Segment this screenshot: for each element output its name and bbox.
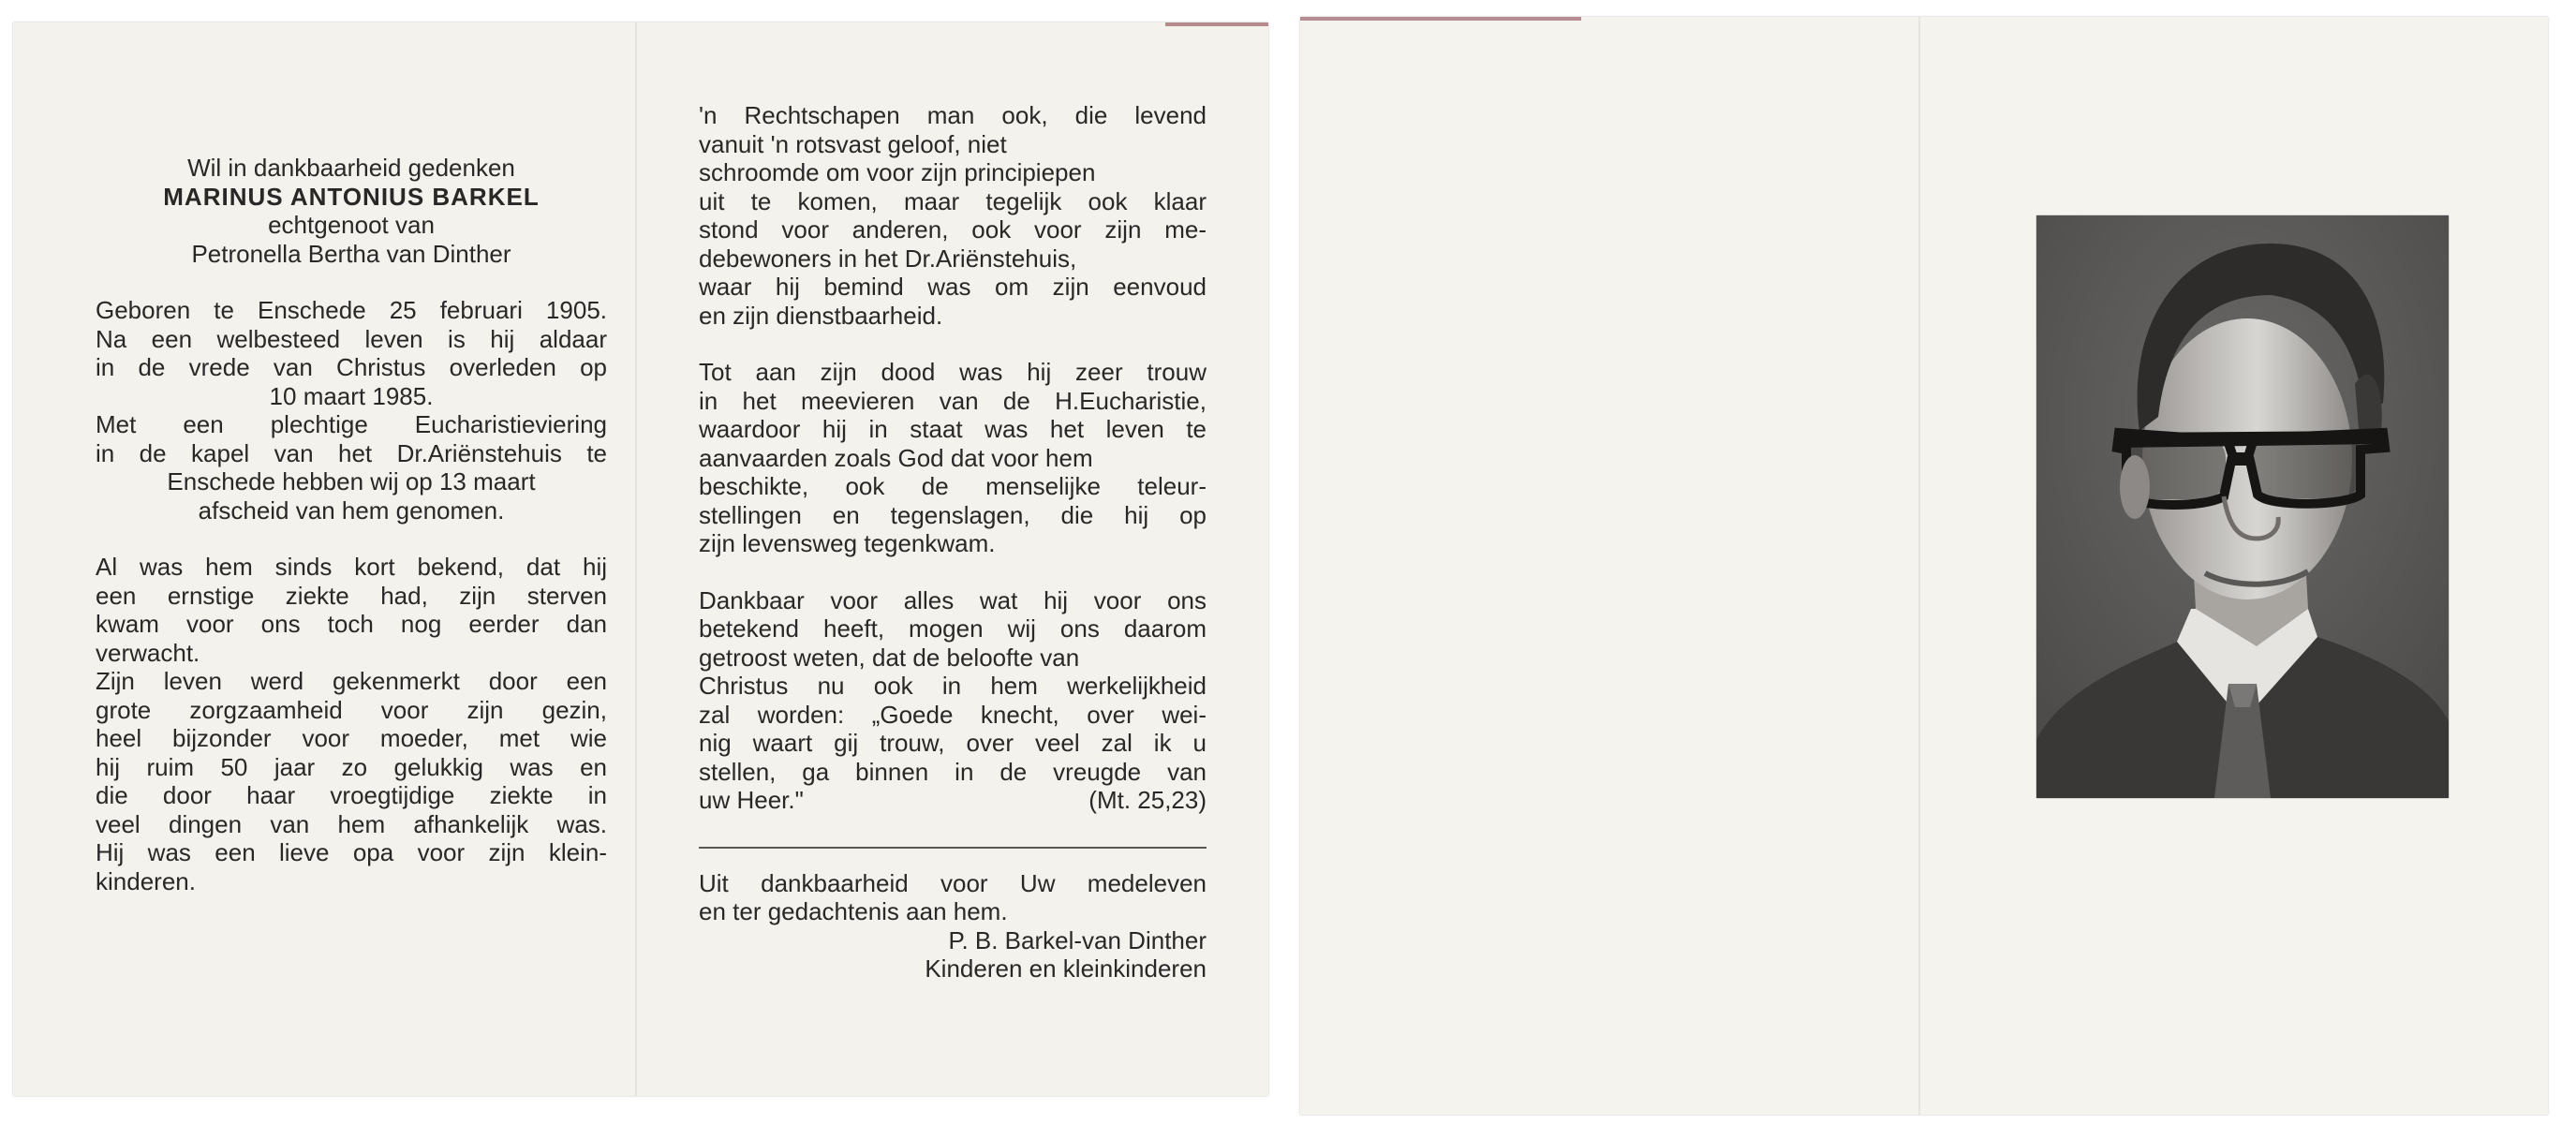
intro-line: Wil in dankbaarheid gedenken [187, 154, 515, 182]
quote-end-line [699, 786, 1207, 815]
text-line: kinderen. [96, 866, 196, 895]
text-line: betekend heeft, mogen wij ons daarom [699, 614, 1207, 643]
portrait-photo [2036, 215, 2449, 798]
divider-line [699, 847, 1207, 849]
text-line: zijn levensweg tegenkwam. [699, 529, 996, 557]
text-line: grote zorgzaamheid voor zijn gezin, [96, 695, 607, 724]
text-line: Al was hem sinds kort bekend, dat hij [96, 553, 607, 581]
text-line: Hij was een lieve opa voor zijn klein- [96, 838, 607, 866]
text-line: hij ruim 50 jaar zo gelukkig was en [96, 752, 607, 781]
text-line: die door haar vroegtijdige ziekte in [96, 781, 607, 809]
text-line: Met een plechtige Eucharistieviering [96, 410, 607, 438]
text-line: en zijn dienstbaarheid. [699, 301, 943, 330]
text-line: 'n Rechtschapen man ook, die levend [699, 101, 1207, 129]
text-line: Uit dankbaarheid voor Uw medeleven [699, 868, 1207, 897]
text-line: en ter gedachtenis aan hem. [699, 897, 1008, 925]
card-edge-mark [1165, 22, 1268, 26]
spouse-name: Petronella Bertha van Dinther [191, 239, 511, 268]
text-line: zal worden: „Goede knecht, over wei- [699, 700, 1207, 729]
text-column-right [699, 101, 1207, 984]
text-line: uit te komen, maar tegelijk ook klaar [699, 186, 1207, 215]
text-line: waardoor hij in staat was het leven te [699, 415, 1207, 443]
text-line: Enschede hebben wij op 13 maart [167, 467, 536, 495]
memorial-card-inside [13, 22, 1268, 1096]
text-line: Geboren te Enschede 25 februari 1905. [96, 296, 607, 324]
text-line: nig waart gij trouw, over veel zal ik u [699, 729, 1207, 757]
text-line: getroost weten, dat de beloofte van [699, 643, 1080, 672]
text-line: in het meevieren van de H.Eucharistie, [699, 386, 1207, 415]
spacer [96, 268, 607, 296]
scripture-reference: (Mt. 25,23) [1088, 786, 1207, 814]
text-line: schroomde om voor zijn principiepen [699, 158, 1096, 186]
portrait-photo-icon [2036, 215, 2449, 798]
text-line: Christus nu ook in hem werkelijkheid [699, 672, 1207, 700]
text-line: in de kapel van het Dr.Ariënstehuis te [96, 438, 607, 467]
text-line: Dankbaar voor alles wat hij voor ons [699, 585, 1207, 614]
card-edge-mark [1300, 17, 1581, 21]
text-line: verwacht. [96, 638, 200, 667]
text-line: in de vrede van Christus overleden op [96, 353, 607, 381]
quote-end: uw Heer." [699, 786, 804, 814]
text-line: beschikte, ook de menselijke teleur- [699, 472, 1207, 500]
spacer [96, 525, 607, 553]
text-line: Na een welbesteed leven is hij aldaar [96, 324, 607, 353]
text-line: stellen, ga binnen in de vreugde van [699, 757, 1207, 786]
text-line: waar hij bemind was om zijn eenvoud [699, 273, 1207, 301]
relation-line: echtgenoot van [268, 211, 435, 239]
text-line: aanvaarden zoals God dat voor hem [699, 443, 1093, 472]
spacer [699, 558, 1207, 586]
text-line: heel bijzonder voor moeder, met wie [96, 724, 607, 752]
deceased-name: MARINUS ANTONIUS BARKEL [163, 182, 540, 211]
text-line: 10 maart 1985. [269, 381, 434, 410]
text-line: stond voor anderen, ook voor zijn me- [699, 215, 1207, 244]
card-fold [635, 22, 637, 1096]
text-line: veel dingen van hem afhankelijk was. [96, 809, 607, 838]
text-line: stellingen en tegenslagen, die hij op [699, 500, 1207, 529]
text-column-left [96, 154, 607, 895]
text-line: Tot aan zijn dood was hij zeer trouw [699, 358, 1207, 386]
text-line: debewoners in het Dr.Ariënstehuis, [699, 244, 1077, 273]
signature-line: Kinderen en kleinkinderen [925, 954, 1207, 983]
text-line: vanuit 'n rotsvast geloof, niet [699, 129, 1007, 158]
text-line: een ernstige ziekte had, zijn sterven [96, 581, 607, 610]
text-line: kwam voor ons toch nog eerder dan [96, 610, 607, 638]
signature-line: P. B. Barkel-van Dinther [948, 925, 1207, 954]
spacer [699, 330, 1207, 358]
text-line: Zijn leven werd gekenmerkt door een [96, 667, 607, 695]
card-fold [1918, 17, 1920, 1115]
text-line: afscheid van hem genomen. [198, 495, 505, 525]
